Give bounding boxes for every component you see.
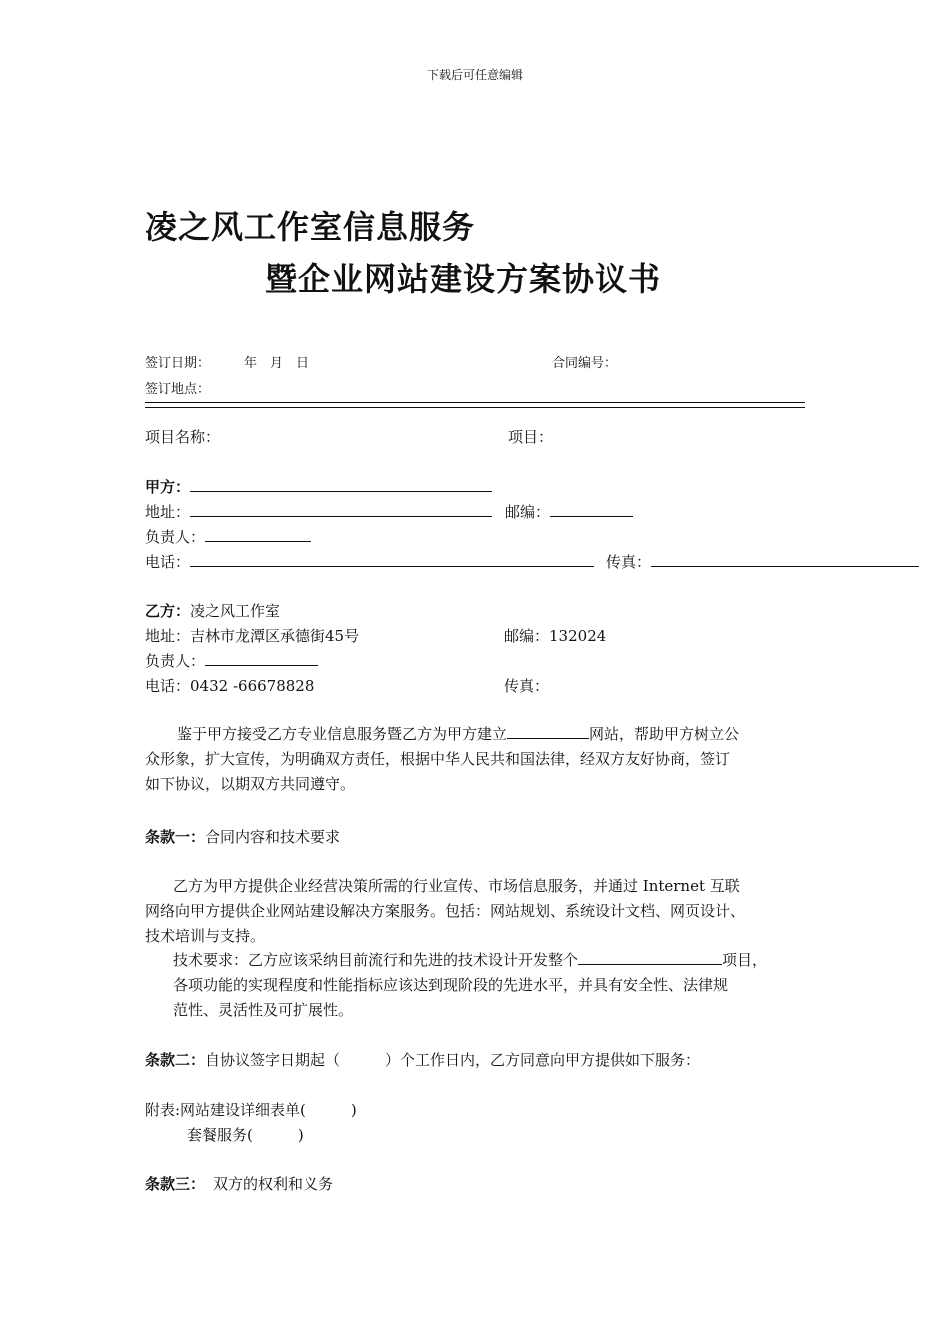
clause3-title: 双方的权利和义务 [213, 1175, 334, 1193]
party-a-fax-row [606, 551, 919, 572]
clause1-project-blank [578, 950, 722, 965]
party-a-phone-row [145, 551, 594, 572]
party-a-fax-blank [651, 552, 919, 567]
project-name-label: 项目名称： [145, 428, 221, 446]
clause1-p2-line3: 范性、灵活性及可扩展性。 [173, 1001, 354, 1019]
party-a-blank [190, 477, 492, 492]
clause1-p2-part1: 技术要求：乙方应该采纳目前流行和先进的技术设计开发整个 [173, 951, 579, 969]
clause2-text: 自协议签字日期起（ ）个工作日内，乙方同意向甲方提供如下服务： [205, 1051, 701, 1069]
party-b-address-row [145, 625, 359, 646]
sign-date-label: 签订日期： [145, 356, 211, 371]
sign-date-units: 年 月 日 [244, 356, 310, 371]
clause2-row [145, 1049, 700, 1070]
party-b-address: 吉林市龙潭区承德街45号 [190, 627, 360, 645]
clause3-row [145, 1173, 333, 1194]
clause1-heading [145, 826, 340, 847]
party-a-phone-label: 电话： [145, 553, 191, 571]
party-b-postcode-row [504, 625, 606, 646]
party-a-address-row [145, 501, 492, 522]
title-line-2: 暨企业网站建设方案协议书 [265, 260, 662, 298]
party-b-name: 凌之风工作室 [190, 602, 281, 620]
intro-line3: 如下协议，以期双方共同遵守。 [145, 775, 356, 793]
party-b-person-label: 负责人： [145, 652, 206, 670]
title-line-1: 凌之风工作室信息服务 [145, 208, 476, 246]
party-a-postcode-row [505, 501, 633, 522]
party-b-label: 乙方： [145, 602, 191, 620]
appendix-line1: 附表:网站建设详细表单( ) [145, 1101, 357, 1119]
clause1-p1-line3: 技术培训与支持。 [145, 927, 266, 945]
separator-line [145, 402, 805, 408]
party-b-fax-label: 传真： [504, 677, 550, 695]
party-b-person-blank [205, 651, 318, 666]
party-b-person-row [145, 650, 318, 671]
party-b-address-label: 地址： [145, 627, 191, 645]
party-a-address-label: 地址： [145, 503, 191, 521]
contract-no-label: 合同编号： [552, 356, 618, 371]
intro-line2: 众形象，扩大宣传，为明确双方责任，根据中华人民共和国法律，经双方友好协商，签订 [145, 750, 731, 768]
party-b-postcode-label: 邮编： [504, 627, 550, 645]
clause1-title: 合同内容和技术要求 [205, 828, 341, 846]
appendix-line2: 套餐服务( ) [187, 1126, 304, 1144]
clause1-p2-line2: 各项功能的实现程度和性能指标应该达到现阶段的先进水平，并具有安全性、法律规 [173, 976, 729, 994]
party-b-row [145, 600, 280, 621]
clause3-label: 条款三： [145, 1175, 206, 1193]
clause1-p1-line2: 网络向甲方提供企业网站建设解决方案服务。包括：网站规划、系统设计文档、网页设计、 [145, 902, 746, 920]
party-a-row [145, 476, 492, 497]
intro-paragraph [145, 722, 815, 797]
clause1-paragraph1 [145, 874, 825, 949]
clause1-p1-line1: 乙方为甲方提供企业经营决策所需的行业宣传、市场信息服务，并通过 Internet 互联 [173, 877, 740, 895]
intro-part1: 鉴于甲方接受乙方专业信息服务暨乙方为甲方建立 [177, 725, 508, 743]
party-a-person-row [145, 526, 311, 547]
party-a-person-blank [205, 527, 311, 542]
clause1-label: 条款一： [145, 828, 206, 846]
sign-place-label: 签订地点： [145, 382, 211, 397]
page-header: 下载后可任意编辑 [426, 68, 523, 82]
intro-part2: 网站，帮助甲方树立公 [589, 725, 740, 743]
party-b-phone-label: 电话： [145, 677, 191, 695]
party-a-address-blank [190, 502, 492, 517]
clause1-p2-part2: 项目， [722, 951, 768, 969]
party-a-postcode-blank [550, 502, 633, 517]
party-a-label: 甲方： [145, 478, 191, 496]
party-a-person-label: 负责人： [145, 528, 206, 546]
party-a-fax-label: 传真： [606, 553, 652, 571]
project-label: 项目： [508, 428, 554, 446]
party-b-postcode: 132024 [549, 627, 607, 645]
clause1-paragraph2 [173, 948, 833, 1023]
party-a-postcode-label: 邮编： [505, 503, 551, 521]
party-a-phone-blank [190, 552, 594, 567]
clause2-label: 条款二： [145, 1051, 206, 1069]
party-b-phone: 0432 -66678828 [190, 677, 315, 695]
party-b-phone-row [145, 675, 314, 696]
intro-website-blank [507, 724, 589, 739]
